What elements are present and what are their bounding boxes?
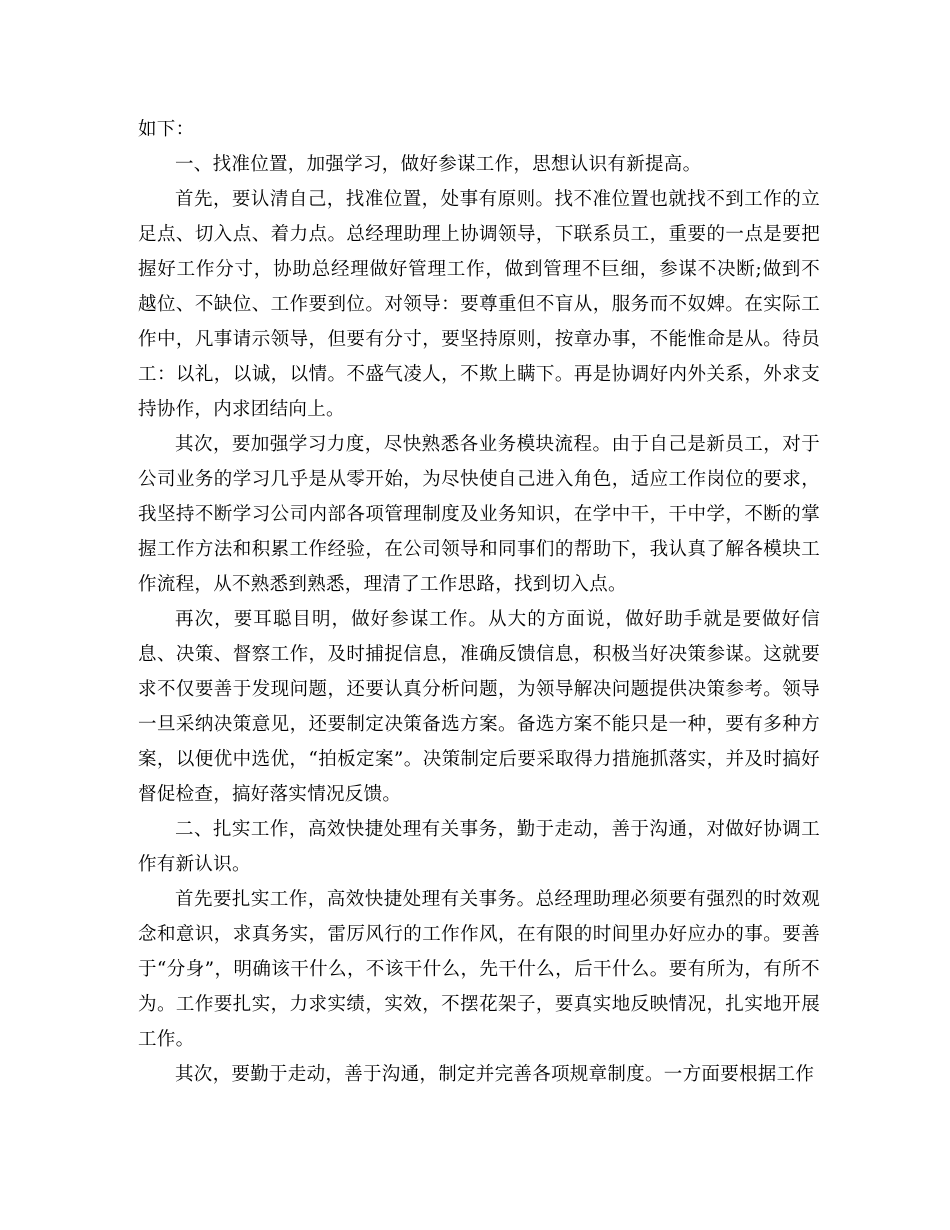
paragraph-learning: 其次，要加强学习力度，尽快熟悉各业务模块流程。由于自己是新员工，对于公司业务的学习几乎是从零开始，为尽快使自己进入角色，适应工作岗位的要求，我坚持不断学习公司内部各项管理制度及业务知识，在学中干，干中学，不断的掌握工作方法和积累工作经验，在公司领导和同事们的帮助下，我认真了解各模块工作流程，从不熟悉到熟悉，理清了工作思路，找到切入点。 xyxy=(138,434,820,595)
paragraph-efficiency: 首先要扎实工作，高效快捷处理有关事务。总经理助理必须要有强烈的时效观念和意识，求真务实，雷厉风行的工作作风，在有限的时间里办好应办的事。要善于“分身”，明确该干什么，不该干什么，先干什么，后干什么。要有所为，有所不为。工作要扎实，力求实绩，实效，不摆花架子，要真实地反映情况，扎实地开展工作。 xyxy=(138,889,820,1050)
paragraph-advisory: 再次，要耳聪目明，做好参谋工作。从大的方面说，做好助手就是要做好信息、决策、督察工作，及时捕捉信息，准确反馈信息，积极当好决策参谋。这就要求不仅要善于发现问题，还要认真分析问题，为领导解决问题提供决策参考。领导一旦采纳决策意见，还要制定决策备选方案。备选方案不能只是一种，要有多种方案，以便优中选优，“拍板定案”。决策制定后要采取得力措施抓落实，并及时搞好督促检查，搞好落实情况反馈。 xyxy=(138,609,820,805)
section-heading-1: 一、找准位置，加强学习，做好参谋工作，思想认识有新提高。 xyxy=(175,154,702,175)
paragraph-intro: 如下： xyxy=(138,119,195,140)
paragraph-communication: 其次，要勤于走动，善于沟通，制定并完善各项规章制度。一方面要根据工作 xyxy=(175,1064,815,1085)
paragraph-position: 首先，要认清自己，找准位置，处事有原则。找不准位置也就找不到工作的立足点、切入点、着力点。总经理助理上协调领导，下联系员工，重要的一点是要把握好工作分寸，协助总经理做好管理工作，做到管理不巨细，参谋不决断;做到不越位、不缺位、工作要到位。对领导：要尊重但不盲从，服务而不奴婢。在实际工作中，凡事请示领导，但要有分寸，要坚持原则，按章办事，不能惟命是从。待员工：以礼，以诚，以情。不盛气凌人，不欺上瞒下。再是协调好内外关系，外求支持协作，内求团结向上。 xyxy=(138,189,820,420)
document-body xyxy=(138,112,820,1092)
section-heading-2: 二、扎实工作，高效快捷处理有关事务，勤于走动，善于沟通，对做好协调工作有新认识。 xyxy=(138,819,820,875)
